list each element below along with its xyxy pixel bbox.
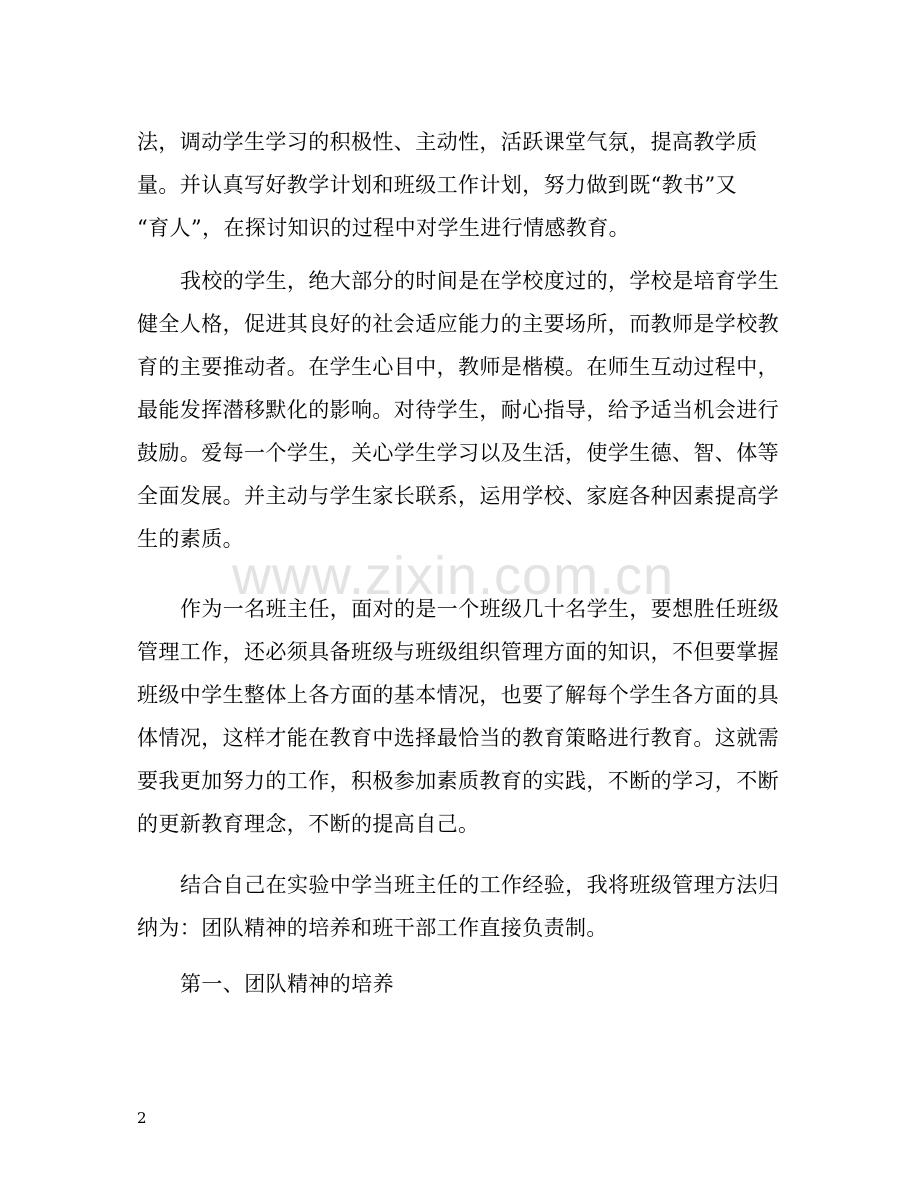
paragraph-line: 要我更加努力的工作，积极参加素质教育的实践，不断的学习，不断 xyxy=(137,769,779,793)
paragraph-line: 最能发挥潜移默化的影响。对待学生，耐心指导，给予适当机会进行 xyxy=(137,398,779,422)
paragraph-line: 全面发展。并主动与学生家长联系，运用学校、家庭各种因素提高学 xyxy=(137,484,779,508)
paragraph-line: 管理工作，还必须具备班级与班级组织管理方面的知识，不但要掌握 xyxy=(137,640,779,664)
paragraph-line: 作为一名班主任，面对的是一个班级几十名学生，要想胜任班级 xyxy=(180,597,780,621)
paragraph-line: 法，调动学生学习的积极性、主动性，活跃课堂气氛，提高教学质 xyxy=(137,130,758,154)
paragraph-line: 纳为：团队精神的培养和班干部工作直接负责制。 xyxy=(137,916,608,940)
paragraph-line: 量。并认真写好教学计划和班级工作计划，努力做到既“教书”又 xyxy=(137,173,738,197)
paragraph-line: 生的素质。 xyxy=(137,527,244,551)
paragraph-line: 体情况，这样才能在教育中选择最恰当的教育策略进行教育。这就需 xyxy=(137,726,779,750)
paragraph-line: 鼓励。爱每一个学生，关心学生学习以及生活，使学生德、智、体等 xyxy=(137,441,779,465)
section-heading: 第一、团队精神的培养 xyxy=(180,972,394,996)
paragraph-line: 健全人格，促进其良好的社会适应能力的主要场所，而教师是学校教 xyxy=(137,312,779,336)
page-number: 2 xyxy=(137,1109,147,1127)
paragraph-line: 班级中学生整体上各方面的基本情况，也要了解每个学生各方面的具 xyxy=(137,683,779,707)
paragraph-line: 结合自己在实验中学当班主任的工作经验，我将班级管理方法归 xyxy=(180,873,780,897)
paragraph-line: 的更新教育理念，不断的提高自己。 xyxy=(137,812,480,836)
paragraph-line: 我校的学生，绝大部分的时间是在学校度过的，学校是培育学生 xyxy=(180,269,780,293)
paragraph-line: “育人”，在探讨知识的过程中对学生进行情感教育。 xyxy=(137,216,631,240)
paragraph-line: 育的主要推动者。在学生心目中，教师是楷模。在师生互动过程中， xyxy=(137,355,779,379)
watermark: www.zixin.com.cn xyxy=(232,546,675,606)
